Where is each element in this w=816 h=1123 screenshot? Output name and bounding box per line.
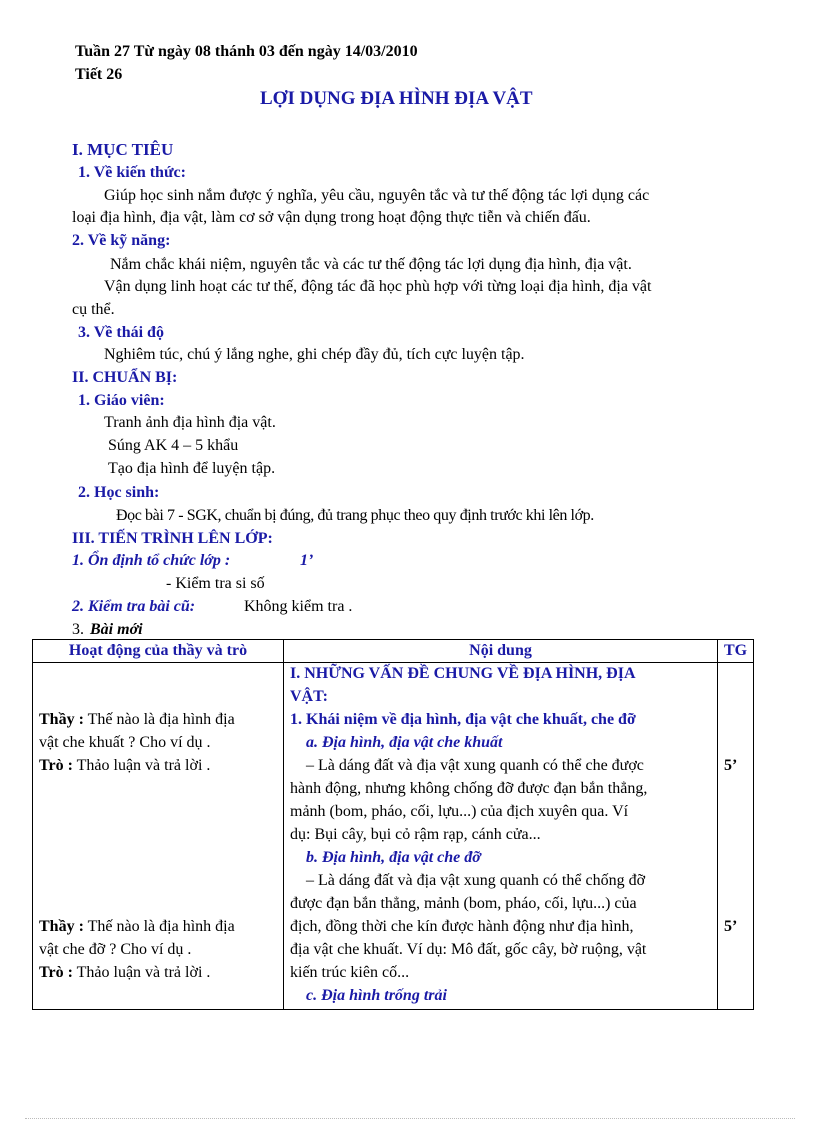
step-3-number: 3. [72, 621, 84, 638]
student-answer: Thảo luận và trả lời . [72, 757, 211, 774]
page-divider [25, 1118, 795, 1119]
header-time: TG [718, 640, 754, 663]
knowledge-heading: 1. Về kiến thức: [78, 164, 186, 181]
lesson-table [32, 639, 754, 1010]
subheading-c: c. Địa hình trống trải [306, 987, 447, 1004]
time-value: 5’ [724, 918, 738, 935]
student-heading: 2. Học sinh: [78, 484, 160, 501]
header-content: Nội dung [284, 640, 718, 663]
section-3-heading: III. TIẾN TRÌNH LÊN LỚP: [72, 530, 273, 547]
content-a-line: mảnh (bom, pháo, cối, lựu...) của địch xuyên qua. Ví [290, 803, 629, 820]
table-header-row [33, 640, 754, 663]
teacher-label: Thầy : [39, 711, 84, 728]
teacher-heading: 1. Giáo viên: [78, 392, 165, 409]
student-text: Đọc bài 7 - SGK, chuẩn bị đúng, đủ trang phục theo quy định trước khi lên lớp. [116, 507, 594, 524]
step-2-label: 2. Kiểm tra bài cũ: [72, 598, 196, 615]
concept-heading: 1. Khái niệm về địa hình, địa vật che khuất, che đỡ [290, 711, 636, 728]
teacher-item: Tranh ảnh địa hình địa vật. [104, 414, 276, 431]
student-answer: Thảo luận và trả lời . [72, 964, 211, 981]
content-a-line: dụ: Bụi cây, bụi cỏ rậm rạp, cánh cửa... [290, 826, 541, 843]
time-cell [718, 663, 754, 1010]
subheading-a: a. Địa hình, địa vật che khuất [306, 734, 503, 751]
knowledge-text-2: loại địa hình, địa vật, làm cơ sở vận dụng trong hoạt động thực tiễn và chiến đấu. [72, 209, 591, 226]
page-title: LỢI DỤNG ĐỊA HÌNH ĐỊA VẬT [260, 88, 533, 109]
header-activity: Hoạt động của thầy và trò [33, 640, 284, 663]
teacher-question: Thế nào là địa hình địa [83, 711, 235, 728]
step-1-detail: - Kiểm tra si số [166, 575, 265, 592]
teacher-item: Tạo địa hình để luyện tập. [108, 460, 276, 477]
time-value: 5’ [724, 757, 738, 774]
teacher-label: Thầy : [39, 918, 84, 935]
student-label: Trò : [39, 757, 73, 774]
teacher-question-cont: vật che đỡ ? Cho ví dụ . [39, 941, 192, 958]
lesson-line: Tiết 26 [75, 66, 123, 83]
part-heading-cont: VẬT: [290, 688, 328, 705]
teacher-question-cont: vật che khuất ? Cho ví dụ . [39, 734, 211, 751]
week-line: Tuần 27 Từ ngày 08 thánh 03 đến ngày 14/03/2010 [75, 43, 418, 60]
teacher-question: Thế nào là địa hình địa [83, 918, 235, 935]
step-1-label: 1. Ổn định tổ chức lớp : [72, 552, 231, 569]
table-row [33, 663, 754, 1010]
step-3-label: Bài mới [90, 621, 143, 638]
subheading-b: b. Địa hình, địa vật che đỡ [306, 849, 481, 866]
teacher-item: Súng AK 4 – 5 khẩu [108, 437, 239, 454]
student-label: Trò : [39, 964, 73, 981]
step-1-time: 1’ [300, 552, 314, 569]
content-a-line: – Là dáng đất và địa vật xung quanh có thể che được [306, 757, 644, 774]
skills-text-2: Vận dụng linh hoạt các tư thế, động tác đã học phù hợp với từng loại địa hình, địa vật [104, 278, 652, 295]
content-a-line: hành động, nhưng không chống đỡ được đạn bắn thẳng, [290, 780, 648, 797]
content-cell [284, 663, 718, 1010]
skills-text-1: Nắm chắc khái niệm, nguyên tắc và các tư thế động tác lợi dụng địa hình, địa vật. [110, 256, 632, 273]
activity-cell [33, 663, 284, 1010]
step-2-detail: Không kiểm tra . [244, 598, 353, 615]
content-b-line: địch, đồng thời che kín được hành động như địa hình, [290, 918, 634, 935]
section-2-heading: II. CHUẨN BỊ: [72, 369, 178, 386]
skills-text-3: cụ thể. [72, 301, 115, 318]
section-1-heading: I. MỤC TIÊU [72, 140, 174, 159]
content-b-line: địa vật che khuất. Ví dụ: Mô đất, gốc cây, bờ ruộng, vật [290, 941, 647, 958]
attitude-heading: 3. Về thái độ [78, 324, 164, 341]
content-b-line: – Là dáng đất và địa vật xung quanh có thể chống đỡ [306, 872, 646, 889]
content-b-line: được đạn bắn thẳng, mảnh (bom, pháo, cối, lựu...) của [290, 895, 637, 912]
content-b-line: kiến trúc kiên cố... [290, 964, 410, 981]
skills-heading: 2. Về kỹ năng: [72, 232, 171, 249]
part-heading: I. NHỮNG VẤN ĐỀ CHUNG VỀ ĐỊA HÌNH, ĐỊA [290, 665, 636, 682]
knowledge-text-1: Giúp học sinh nắm được ý nghĩa, yêu cầu, nguyên tắc và tư thế động tác lợi dụng các [104, 187, 650, 204]
attitude-text: Nghiêm túc, chú ý lắng nghe, ghi chép đầy đủ, tích cực luyện tập. [104, 346, 525, 363]
